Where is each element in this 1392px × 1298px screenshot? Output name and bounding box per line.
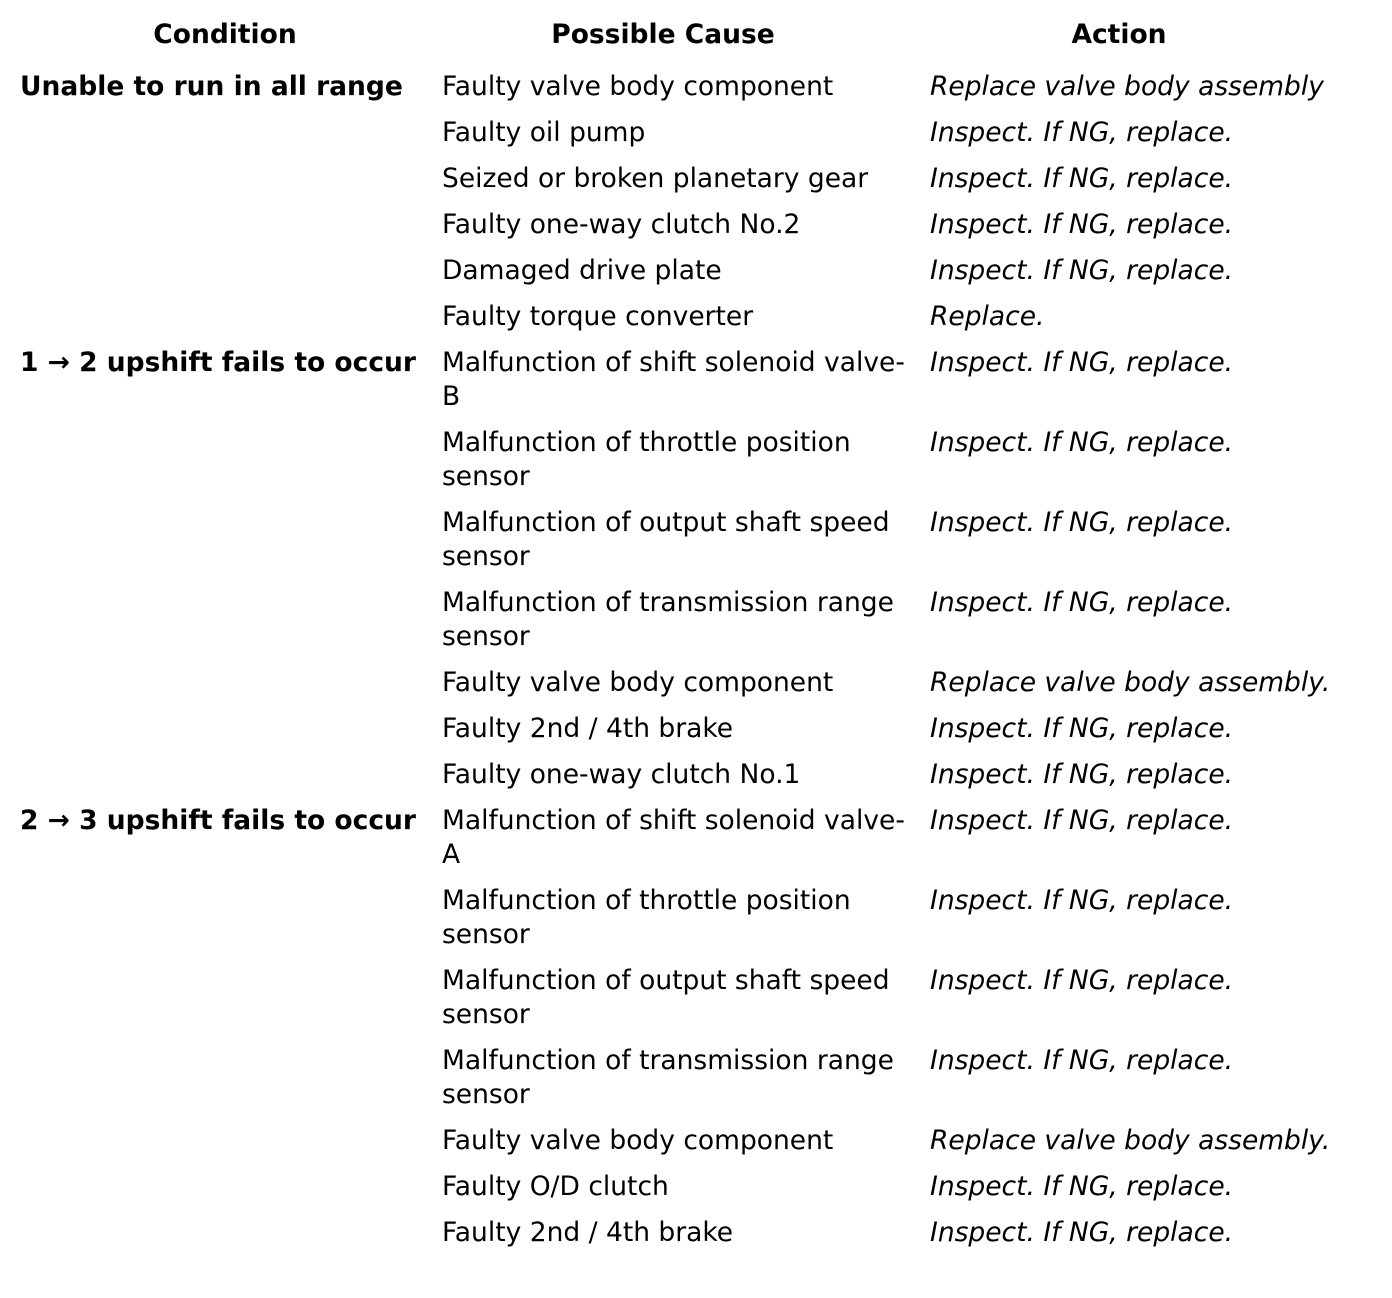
table-header <box>14 14 1374 56</box>
possible-cause-cell: Damaged drive plate <box>442 255 722 286</box>
possible-cause-cell: Faulty valve body component <box>442 71 834 102</box>
header-row <box>14 14 1374 56</box>
possible-cause-cell: Malfunction of throttle position sensor <box>442 427 851 492</box>
action-cell: Inspect. If NG, replace. <box>930 117 1234 148</box>
possible-cause-cell: Malfunction of output shaft speed sensor <box>442 507 890 572</box>
action-cell: Inspect. If NG, replace. <box>930 347 1234 378</box>
possible-cause-cell: Faulty 2nd / 4th brake <box>442 713 734 744</box>
table-row <box>14 804 1374 884</box>
possible-cause-cell: Seized or broken planetary gear <box>442 163 869 194</box>
action-cell: Inspect. If NG, replace. <box>930 255 1234 286</box>
possible-cause-cell: Malfunction of transmission range sensor <box>442 587 894 652</box>
header-possible-cause: Possible Cause <box>551 19 775 50</box>
action-cell: Inspect. If NG, replace. <box>930 1171 1234 1202</box>
table-row <box>14 56 1374 116</box>
possible-cause-cell: Faulty one-way clutch No.2 <box>442 209 801 240</box>
table-row <box>14 346 1374 426</box>
action-cell: Inspect. If NG, replace. <box>930 759 1234 790</box>
possible-cause-cell: Faulty oil pump <box>442 117 646 148</box>
action-cell: Inspect. If NG, replace. <box>930 587 1234 618</box>
action-cell: Inspect. If NG, replace. <box>930 507 1234 538</box>
condition-cell: Unable to run in all range <box>20 71 403 102</box>
possible-cause-cell: Faulty O/D clutch <box>442 1171 669 1202</box>
action-cell: Inspect. If NG, replace. <box>930 209 1234 240</box>
possible-cause-cell: Malfunction of shift solenoid valve-A <box>442 805 905 870</box>
action-cell: Inspect. If NG, replace. <box>930 805 1234 836</box>
action-cell: Inspect. If NG, replace. <box>930 885 1234 916</box>
action-cell: Inspect. If NG, replace. <box>930 965 1234 996</box>
possible-cause-cell: Malfunction of shift solenoid valve-B <box>442 347 905 412</box>
possible-cause-cell: Malfunction of output shaft speed sensor <box>442 965 890 1030</box>
action-cell: Inspect. If NG, replace. <box>930 427 1234 458</box>
action-cell: Inspect. If NG, replace. <box>930 1045 1234 1076</box>
possible-cause-cell: Faulty 2nd / 4th brake <box>442 1217 734 1248</box>
action-cell: Replace valve body assembly. <box>930 1125 1331 1156</box>
possible-cause-cell: Faulty one-way clutch No.1 <box>442 759 801 790</box>
possible-cause-cell: Malfunction of throttle position sensor <box>442 885 851 950</box>
action-cell: Inspect. If NG, replace. <box>930 713 1234 744</box>
action-cell: Inspect. If NG, replace. <box>930 1217 1234 1248</box>
possible-cause-cell: Malfunction of transmission range sensor <box>442 1045 894 1110</box>
possible-cause-cell: Faulty valve body component <box>442 667 834 698</box>
action-cell: Replace valve body assembly. <box>930 667 1331 698</box>
troubleshooting-table <box>14 14 1374 1262</box>
header-condition: Condition <box>153 19 297 50</box>
header-action: Action <box>1071 19 1167 50</box>
action-cell: Inspect. If NG, replace. <box>930 163 1234 194</box>
condition-cell: 2 → 3 upshift fails to occur <box>20 805 416 836</box>
table-body <box>14 56 1374 1262</box>
condition-cell: 1 → 2 upshift fails to occur <box>20 347 416 378</box>
possible-cause-cell: Faulty valve body component <box>442 1125 834 1156</box>
action-cell: Replace. <box>930 301 1045 332</box>
action-cell: Replace valve body assembly <box>930 71 1324 102</box>
possible-cause-cell: Faulty torque converter <box>442 301 754 332</box>
